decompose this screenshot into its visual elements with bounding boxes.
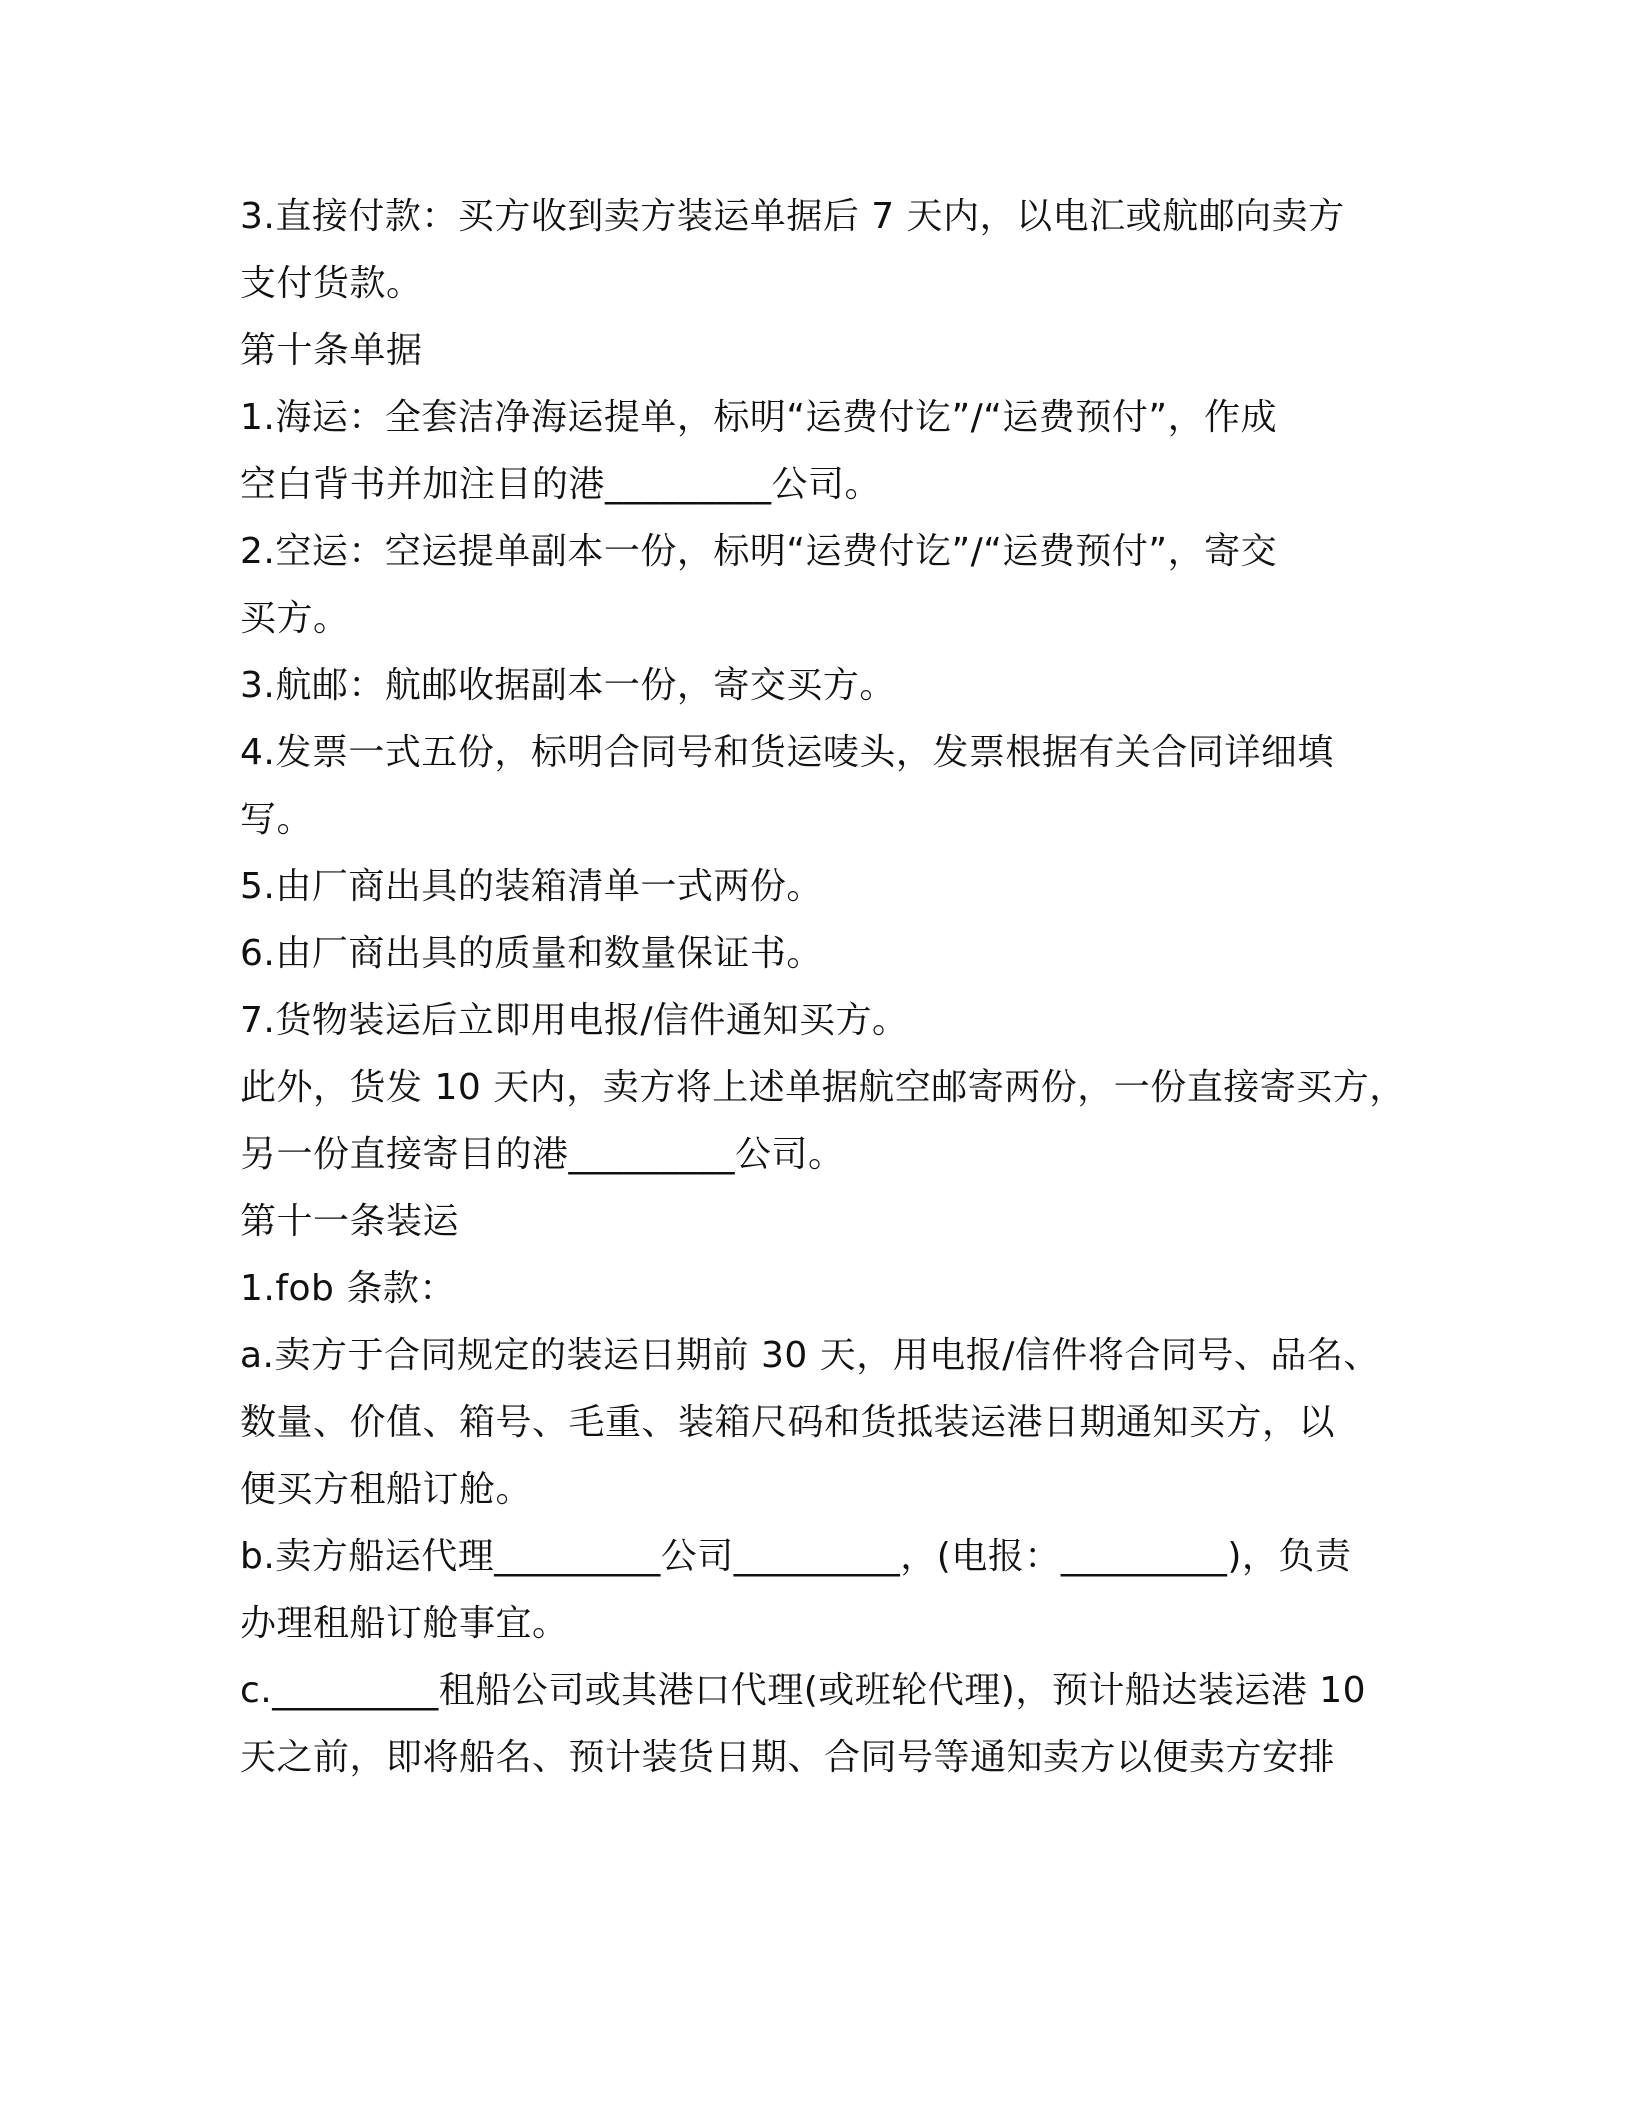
section-heading: 第十条单据 — [240, 330, 423, 371]
text-line: 2.空运：空运提单副本一份，标明“运费付讫”/“运费预付”，寄交 — [240, 531, 1278, 572]
text-line: 1.海运：全套洁净海运提单，标明“运费付讫”/“运费预付”，作成 — [240, 397, 1278, 438]
text-line: b.卖方船运代理_________公司_________，(电报：_________)，负责 — [240, 1536, 1352, 1577]
text-line: 3.航邮：航邮收据副本一份，寄交买方。 — [240, 665, 896, 706]
text-line: 1.fob 条款： — [240, 1268, 456, 1309]
text-line: 天之前，即将船名、预计装货日期、合同号等通知卖方以便卖方安排 — [240, 1737, 1336, 1778]
text-line: 4.发票一式五份，标明合同号和货运唛头，发票根据有关合同详细填 — [240, 732, 1334, 773]
text-line: 5.由厂商出具的装箱清单一式两份。 — [240, 866, 823, 907]
document-body — [240, 183, 1420, 1791]
text-line: 3.直接付款：买方收到卖方装运单据后 7 天内，以电汇或航邮向卖方 — [240, 196, 1345, 237]
section-heading: 第十一条装运 — [240, 1201, 460, 1242]
text-line: 空白背书并加注目的港_________公司。 — [240, 464, 882, 505]
text-line: 买方。 — [240, 598, 350, 639]
text-line: 7.货物装运后立即用电报/信件通知买方。 — [240, 1000, 909, 1041]
text-line: 支付货款。 — [240, 263, 423, 304]
text-line: 另一份直接寄目的港_________公司。 — [240, 1134, 845, 1175]
text-line: 便买方租船订舱。 — [240, 1469, 533, 1510]
text-line: 写。 — [240, 799, 314, 840]
text-line: c._________租船公司或其港口代理(或班轮代理)，预计船达装运港 10 — [240, 1670, 1367, 1711]
text-line: a.卖方于合同规定的装运日期前 30 天，用电报/信件将合同号、品名、 — [240, 1335, 1380, 1376]
text-line: 数量、价值、箱号、毛重、装箱尺码和货抵装运港日期通知买方，以 — [240, 1402, 1336, 1443]
text-line: 办理租船订舱事宜。 — [240, 1603, 569, 1644]
text-line: 6.由厂商出具的质量和数量保证书。 — [240, 933, 823, 974]
text-line: 此外，货发 10 天内，卖方将上述单据航空邮寄两份，一份直接寄买方， — [240, 1067, 1406, 1108]
